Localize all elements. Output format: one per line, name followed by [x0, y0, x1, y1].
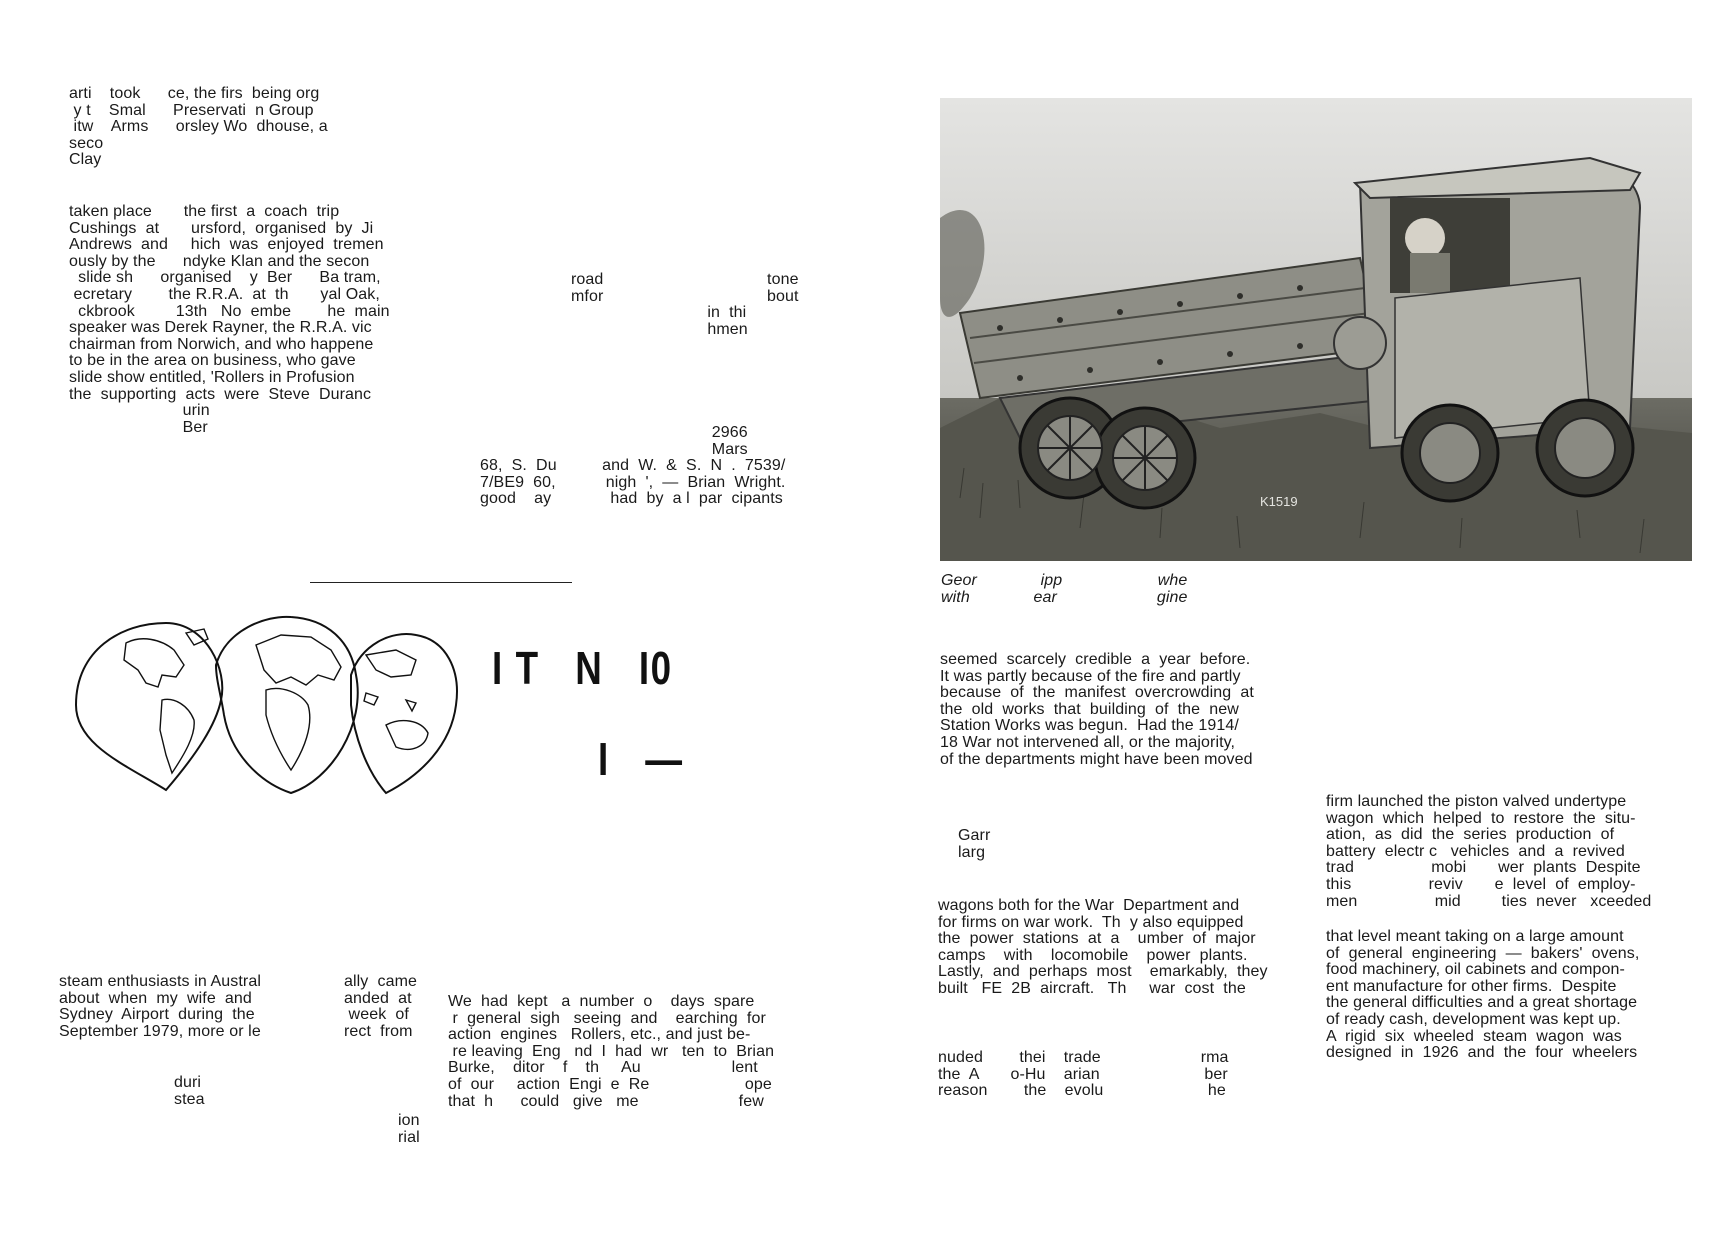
- section-heading-line-1: I T N I0: [492, 642, 673, 694]
- left-bottom-fragment-b: ion rial: [398, 1112, 420, 1146]
- left-bottom-col2-text: We had kept a number o days spare r general sigh seeing and earching for action engines Rollers, etc., and just be- re leaving Eng nd I had wr ten to Brian Burke, ditor f th Au lent of our action Engi e Re ope that h could give me few: [448, 993, 775, 1110]
- world-map-icon: [66, 605, 466, 810]
- left-col2-fragment-a: road tone mfor bout in thi hmen: [571, 271, 799, 338]
- left-col1-mid-text: taken place the first a coach trip Cushings at ursford, organised by Ji Andrews and hich was enjoyed tremen ously by the ndyke Klan and the secon slide sh organised y Ber Ba tram, ecretary the R.R.A. at th yal Oak, ckbrook 13th No embe he main speaker was Derek Rayner, the R.R.A. vic chairman from Norwich, and who happene to be in the area on business, who gave slide show entitled, 'Rollers in Profusion the supporting acts were Steve Duranc urin Ber: [69, 203, 390, 436]
- right-col2-top-text: firm launched the piston valved undertype wagon which helped to restore the situ- ation, as did the series production of battery electr c vehicles and a revived trad mobi wer plants Despite this reviv e level of employ- men mid ties never xceeded: [1326, 793, 1652, 910]
- left-col1-top-text: arti took ce, the firs being org y t Smal Preservati n Group itw Arms orsley Wo dhouse, a seco Clay: [69, 85, 328, 169]
- photo-caption: Geor ipp whe with ear gine: [941, 572, 1188, 606]
- left-bottom-fragment-a: duri stea: [174, 1074, 205, 1108]
- photo-plate-number: K1519: [1260, 494, 1298, 509]
- steam-wagon-photo: [940, 98, 1692, 561]
- left-bottom-col1-text: steam enthusiasts in Austral about when my wife and Sydney Airport during the September 1979, more or le: [59, 973, 262, 1040]
- left-col2-fragment-b: 2966 Mars 68, S. Du and W. & S. N . 7539/ 7/BE9 60, nigh ', — Brian Wright. good ay had by a l par cipants: [480, 424, 786, 508]
- section-heading-line-2: I —: [598, 733, 684, 785]
- right-col2-bottom-text: that level meant taking on a large amount of general engineering — bakers' ovens, food machinery, oil cabinets and compon- ent manufacture for other firms. Despite the general difficulties and a great shortage of ready cash, development was kept up. A rigid six wheeled steam wagon was designed in 1926 and the four wheelers: [1326, 928, 1640, 1062]
- section-divider-rule: [310, 582, 572, 583]
- right-col1-bottom-text: nuded thei trade rma the A o-Hu arian ber reason the evolu he: [938, 1049, 1229, 1100]
- left-bottom-col1-right-text: ally came anded at week of rect from: [344, 973, 418, 1040]
- right-col1-mid-text: wagons both for the War Department and for firms on war work. Th y also equipped the power stations at a umber of major camps with locomobile power plants. Lastly, and perhaps most emarkably, they built FE 2B aircraft. Th war cost the: [938, 897, 1268, 997]
- right-col1-fragment: Garr larg: [958, 827, 991, 861]
- right-col1-top-text: seemed scarcely credible a year before. It was partly because of the fire and partly because of the manifest overcrowding at the old works that building of the new Station Works was begun. Had the 1914/ 18 War not intervened all, or the majority, of the departments might have been moved: [940, 651, 1254, 768]
